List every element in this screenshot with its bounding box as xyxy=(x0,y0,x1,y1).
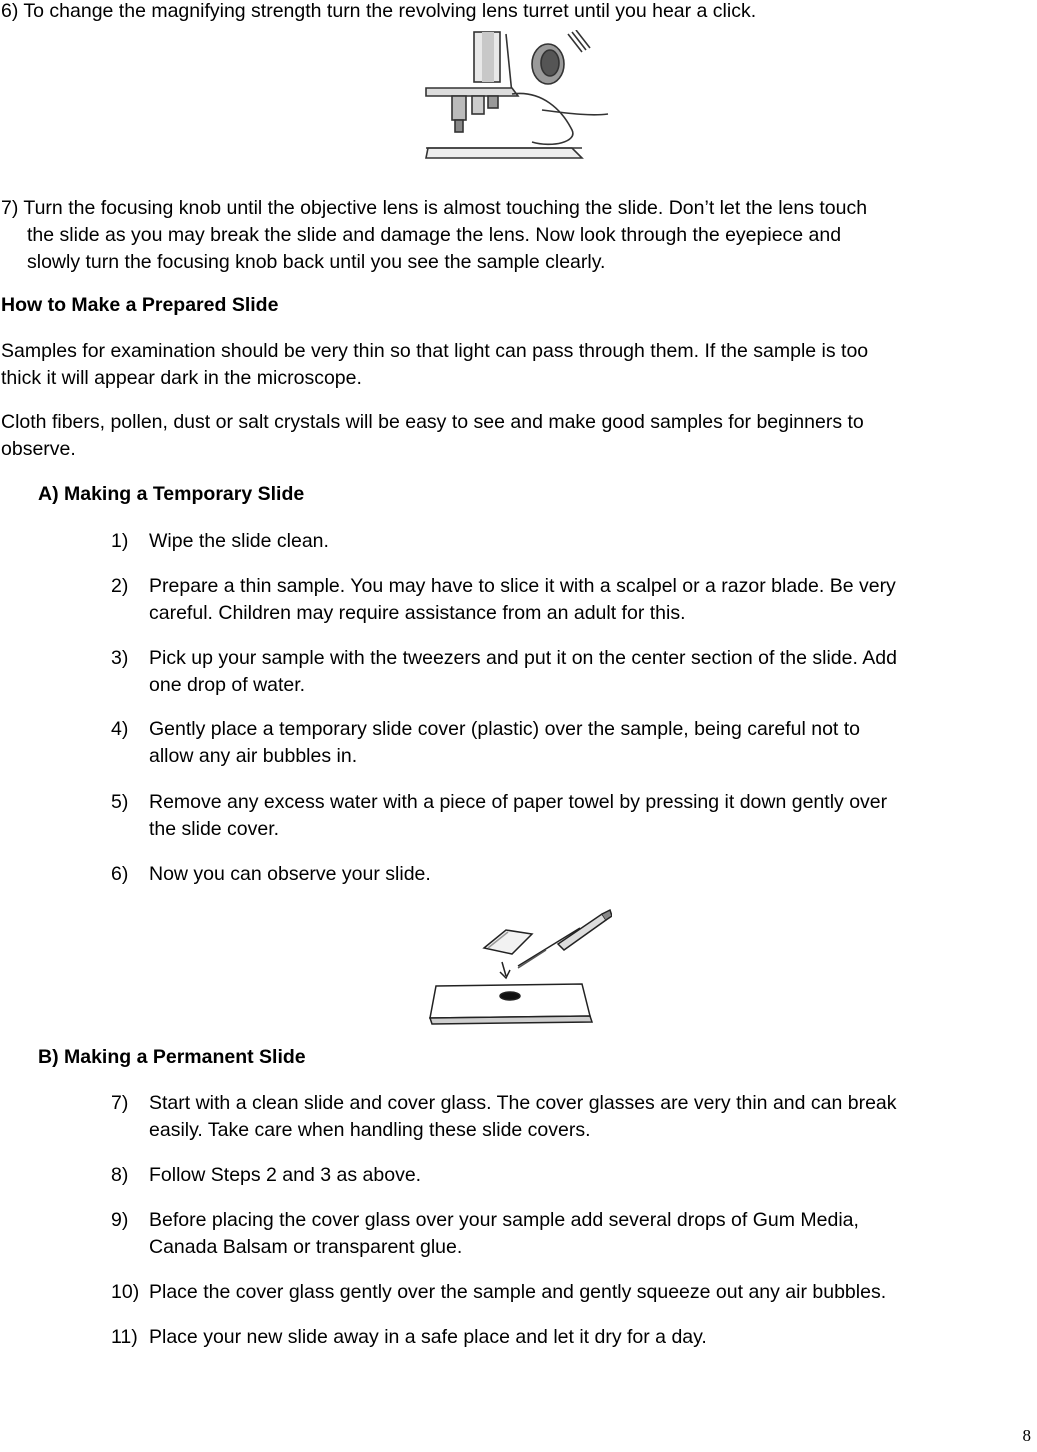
temp-item-3-line-2: one drop of water. xyxy=(149,674,306,696)
temp-item-1-number: 1) xyxy=(111,530,129,552)
temp-item-5-number: 5) xyxy=(111,791,129,813)
prepared-para-2-line-1: Cloth fibers, pollen, dust or salt crystals will be easy to see and make good samples for beginners to xyxy=(1,411,864,433)
temp-item-3-number: 3) xyxy=(111,647,129,669)
temp-item-2-number: 2) xyxy=(111,575,129,597)
temp-item-2-line-2: careful. Children may require assistance from an adult for this. xyxy=(149,602,686,624)
temp-item-4-line-1: Gently place a temporary slide cover (plastic) over the sample, being careful not to xyxy=(149,718,861,740)
prepared-para-1-line-1: Samples for examination should be very thin so that light can pass through them. If the sample is too xyxy=(1,340,869,362)
prepared-para-2-line-2: observe. xyxy=(1,438,76,460)
page-number: 8 xyxy=(1022,1426,1031,1445)
prepared-slide-heading: How to Make a Prepared Slide xyxy=(1,294,279,316)
perm-item-9-line-2: Canada Balsam or transparent glue. xyxy=(149,1236,463,1258)
perm-item-7-number: 7) xyxy=(111,1092,129,1114)
perm-item-10-line-1: Place the cover glass gently over the sample and gently squeeze out any air bubbles. xyxy=(149,1281,887,1303)
step-7-line-1: 7) Turn the focusing knob until the objective lens is almost touching the slide. Don’t let the lens touch xyxy=(1,197,868,219)
microscope-turret-illustration xyxy=(422,30,612,162)
step-7-line-3: slowly turn the focusing knob back until you see the sample clearly. xyxy=(27,251,606,273)
temp-item-3-line-1: Pick up your sample with the tweezers and put it on the center section of the slide. Add xyxy=(149,647,897,669)
temp-item-6-number: 6) xyxy=(111,863,129,885)
step-7-line-2: the slide as you may break the slide and damage the lens. Now look through the eyepiece and xyxy=(27,224,842,246)
perm-item-11-line-1: Place your new slide away in a safe place and let it dry for a day. xyxy=(149,1326,707,1348)
perm-item-10-number: 10) xyxy=(111,1281,140,1303)
temporary-slide-heading: A) Making a Temporary Slide xyxy=(38,483,305,505)
perm-item-8-number: 8) xyxy=(111,1164,129,1186)
perm-item-8-line-1: Follow Steps 2 and 3 as above. xyxy=(149,1164,422,1186)
permanent-slide-heading: B) Making a Permanent Slide xyxy=(38,1046,306,1068)
perm-item-11-number: 11) xyxy=(111,1326,138,1348)
prepared-para-1-line-2: thick it will appear dark in the microscope. xyxy=(1,367,362,389)
perm-item-7-line-2: easily. Take care when handling these slide covers. xyxy=(149,1119,591,1141)
temp-item-4-number: 4) xyxy=(111,718,129,740)
temp-item-4-line-2: allow any air bubbles in. xyxy=(149,745,358,767)
temp-item-2-line-1: Prepare a thin sample. You may have to slice it with a scalpel or a razor blade. Be very xyxy=(149,575,896,597)
perm-item-7-line-1: Start with a clean slide and cover glass. The cover glasses are very thin and can break xyxy=(149,1092,897,1114)
perm-item-9-line-1: Before placing the cover glass over your sample add several drops of Gum Media, xyxy=(149,1209,859,1231)
step-6-text: 6) To change the magnifying strength turn the revolving lens turret until you hear a click. xyxy=(1,0,757,22)
temp-item-5-line-1: Remove any excess water with a piece of paper towel by pressing it down gently over xyxy=(149,791,888,813)
perm-item-9-number: 9) xyxy=(111,1209,129,1231)
slide-cover-dropper-illustration xyxy=(426,908,612,1026)
temp-item-1-line-1: Wipe the slide clean. xyxy=(149,530,329,552)
temp-item-5-line-2: the slide cover. xyxy=(149,818,280,840)
temp-item-6-line-1: Now you can observe your slide. xyxy=(149,863,431,885)
